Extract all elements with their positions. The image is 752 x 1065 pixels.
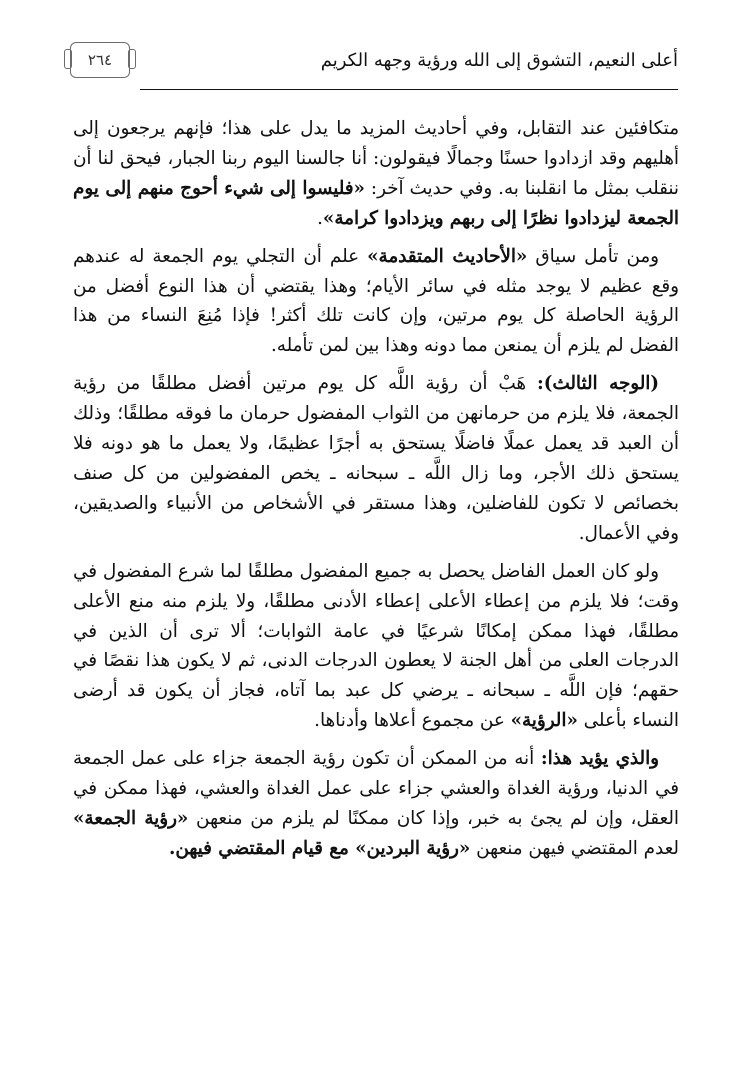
text-segment-bold: «الرؤية» [510,710,578,732]
header-rule [140,89,678,90]
paragraph [73,242,679,362]
body-text [73,114,679,872]
text-segment: هَبْ أن رؤية اللَّه كل يوم مرتين أفضل مطلقًا من رؤية الجمعة، فلا يلزم من حرمانهن من الثواب المفضول حرمان ما فوقه مطلقًا؛ وذلك أن العبد قد يعمل عملًا فاضلًا يستحق به أجرًا عظيمًا، ولا يعمل ما هو دونه فلا يستحق ذلك الأجر، وما زال اللَّه ـ سبحانه ـ يخص المفضولين من كل صنف بخصائص لا تكون للفاضلين، وهذا مستقر في الأشخاص من الأنبياء والصديقين، وفي الأعمال. [73,373,679,544]
text-segment: ولو كان العمل الفاضل يحصل به جميع المفضول مطلقًا لما شرع المفضول في وقت؛ فلا يلزم من إعطاء الأعلى إعطاء الأدنى مطلقًا، ولا يلزم منه منع الأعلى مطلقًا، فهذا ممكن إمكانًا شرعيًا في عامة الثوابات؛ ألا ترى أن الذين في الدرجات العلى من أهل الجنة لا يعطون الدرجات الدنى، ثم لا يكون هذا نقصًا في حقهم؛ فإن اللَّه ـ سبحانه ـ يرضي كل عبد بما آتاه، فجاز أن يكون قد أرضى النساء بأعلى [73,560,679,732]
text-segment-bold: «رؤية البردين» [355,837,471,859]
text-segment: عن مجموع أعلاها وأدناها. [314,710,511,732]
page-header [70,38,678,90]
paragraph [73,114,679,234]
text-segment: أنه من الممكن أن تكون رؤية الجمعة جزاء على عمل الجمعة في الدنيا، ورؤية الغداة والعشي جزاء على عمل الغداة والعشي، فهذا ممكن في العقل، وإن لم يجئ به خبر، وإذا كان ممكنًا لم يلزم من منعهن [73,748,679,829]
paragraph [73,369,679,548]
text-segment-bold: مع قيام المقتضي فيهن. [168,837,356,859]
paragraph [73,744,679,864]
text-segment: علم أن التجلي يوم الجمعة له عندهم وقع عظيم لا يوجد مثله في سائر الأيام؛ وهذا يقتضي أن هذا النوع أفضل من الرؤية الحاصلة كل يوم مرتين، وإن كانت تلك أكثر! فإذا مُنِعَ النساء من هذا الفضل لم يلزم أن يمنعن مما دونه وهذا بين لمن تأمله. [73,245,679,357]
text-segment: متكافئين عند التقابل، وفي أحاديث المزيد ما يدل على هذا؛ فإنهم يرجعون إلى أهليهم وقد ازدادوا حسنًا وجمالًا فيقولون: أنا جالسنا اليوم ربنا الجبار، فيحق لنا أن ننقلب بمثل ما انقلبنا به. وفي حديث آخر: [73,118,679,199]
page-number: ٢٦٤ [87,51,113,69]
text-segment: ومن تأمل سياق [527,245,659,267]
running-title: أعلى النعيم، التشوق إلى الله ورؤية وجهه الكريم [320,50,678,71]
text-segment-bold: «الأحاديث المتقدمة» [367,245,528,267]
text-segment-bold: والذي يؤيد هذا: [540,748,659,770]
text-segment: . [317,207,323,229]
paragraph [73,557,679,736]
text-segment-bold: (الوجه الثالث): [536,373,660,395]
text-segment: لعدم المقتضي فيهن منعهن [470,837,679,859]
text-segment-bold: «فليسوا إلى شيء أحوج منهم إلى يوم الجمعة ليزدادوا نظرًا إلى ربهم ويزدادوا كرامة» [73,177,679,229]
text-segment-bold: «رؤية الجمعة» [73,807,189,829]
page-number-frame [70,42,130,78]
